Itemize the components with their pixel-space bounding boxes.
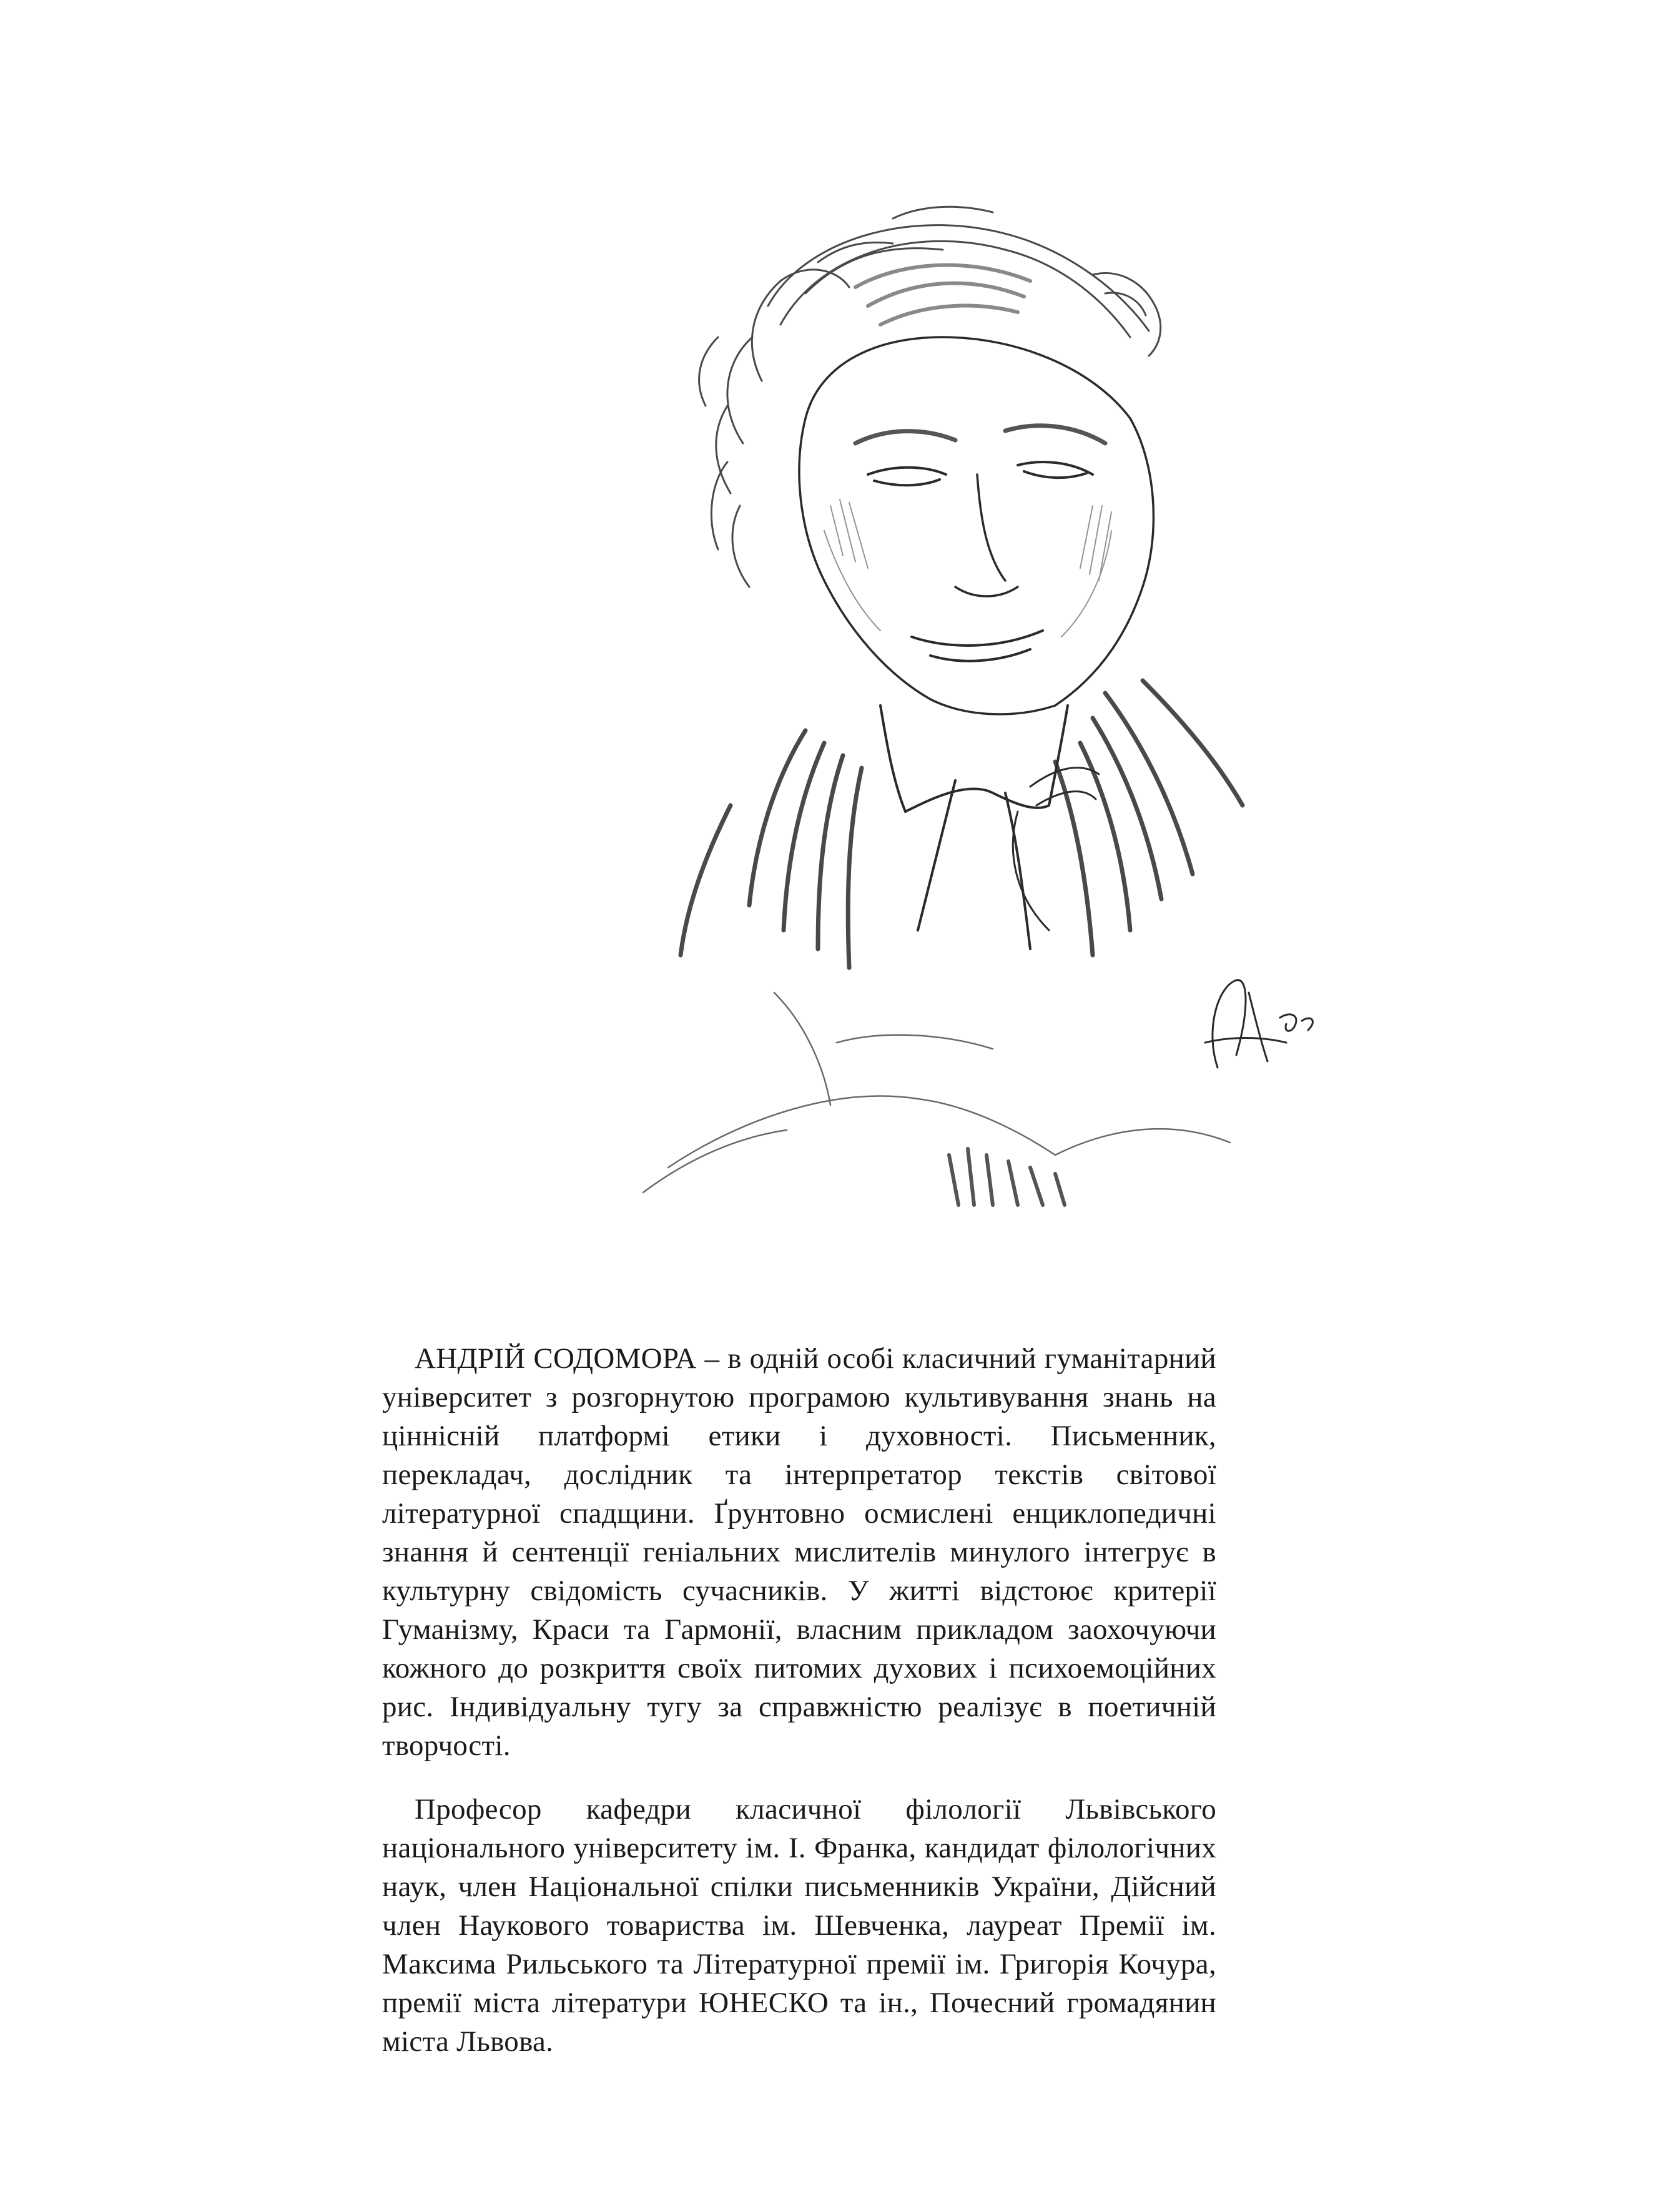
signature-mark: [1205, 980, 1312, 1068]
portrait-sketch: [618, 181, 1374, 1305]
biography-paragraph-2: Професор кафедри класичної філології Львівського національного університету ім. І. Франка, кандидат філологічних наук, член Національної спілки письменників України, Дійсний член Наукового товариства ім. Шевченка, лауреат Премії ім. Максима Рильського та Літературної премії ім. Григорія Кочура, премії міста літератури ЮНЕСКО та ін., Почесний громадянин міста Львова.: [382, 1793, 1216, 2058]
portrait-drawing: [618, 181, 1374, 1305]
biography-paragraph-1: АНДРІЙ СОДОМОРА – в одній особі класичний гуманітарний університет з розгорнутою програмою культивування знань на ціннісній платформі етики і духовності. Письменник, перекладач, дослідник та інтерпретатор текстів світової літературної спадщини. Ґрунтовно осмислені енциклопедичні знання й сентенції геніальних мислителів минулого інтегрує в культурну свідомість сучасників. У житті відстоює критерії Гуманізму, Краси та Гармонії, власним прикладом заохочуючи кожного до розкриття своїх питомих духових і психоемоційних рис. Індивідуальну тугу за справжністю реалізує в поетичній творчості.: [382, 1342, 1216, 1762]
biography-text: [382, 1339, 1216, 2061]
